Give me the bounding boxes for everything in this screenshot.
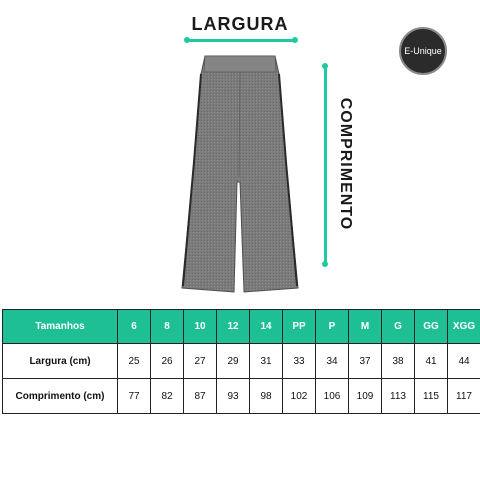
size-table-header-row <box>3 310 480 344</box>
brand-logo <box>399 27 447 75</box>
table-cell: 106 <box>316 379 349 414</box>
table-cell: 87 <box>184 379 217 414</box>
table-cell: 29 <box>217 344 250 379</box>
table-cell: 102 <box>283 379 316 414</box>
table-cell: 41 <box>415 344 448 379</box>
table-cell: 25 <box>118 344 151 379</box>
length-title: COMPRIMENTO <box>337 97 354 231</box>
size-table <box>2 309 480 414</box>
header-cell: 10 <box>184 310 217 344</box>
pants-waistband-shape <box>204 56 276 72</box>
table-cell: 27 <box>184 344 217 379</box>
table-cell: 98 <box>250 379 283 414</box>
row-label-comprimento: Comprimento (cm) <box>3 379 118 414</box>
header-cell: 8 <box>151 310 184 344</box>
table-cell: 33 <box>283 344 316 379</box>
width-title: LARGURA <box>191 14 289 34</box>
header-cell: 12 <box>217 310 250 344</box>
table-cell: 34 <box>316 344 349 379</box>
table-row <box>3 379 480 414</box>
table-cell: 113 <box>382 379 415 414</box>
table-cell: 93 <box>217 379 250 414</box>
header-cell: Tamanhos <box>3 310 118 344</box>
header-cell: XGG <box>448 310 480 344</box>
header-cell: GG <box>415 310 448 344</box>
length-measure-line <box>324 66 327 264</box>
row-label-largura: Largura (cm) <box>3 344 118 379</box>
table-cell: 115 <box>415 379 448 414</box>
table-cell: 77 <box>118 379 151 414</box>
header-cell: PP <box>283 310 316 344</box>
table-cell: 82 <box>151 379 184 414</box>
table-cell: 117 <box>448 379 480 414</box>
table-cell: 26 <box>151 344 184 379</box>
table-cell: 38 <box>382 344 415 379</box>
header-cell: 6 <box>118 310 151 344</box>
table-cell: 37 <box>349 344 382 379</box>
pants-product-image <box>178 52 302 296</box>
header-cell: G <box>382 310 415 344</box>
brand-logo-text: E-Unique <box>404 46 442 56</box>
table-cell: 31 <box>250 344 283 379</box>
table-cell: 44 <box>448 344 480 379</box>
header-cell: M <box>349 310 382 344</box>
table-row <box>3 344 480 379</box>
table-cell: 109 <box>349 379 382 414</box>
header-cell: P <box>316 310 349 344</box>
width-measure-line <box>187 39 295 42</box>
header-cell: 14 <box>250 310 283 344</box>
